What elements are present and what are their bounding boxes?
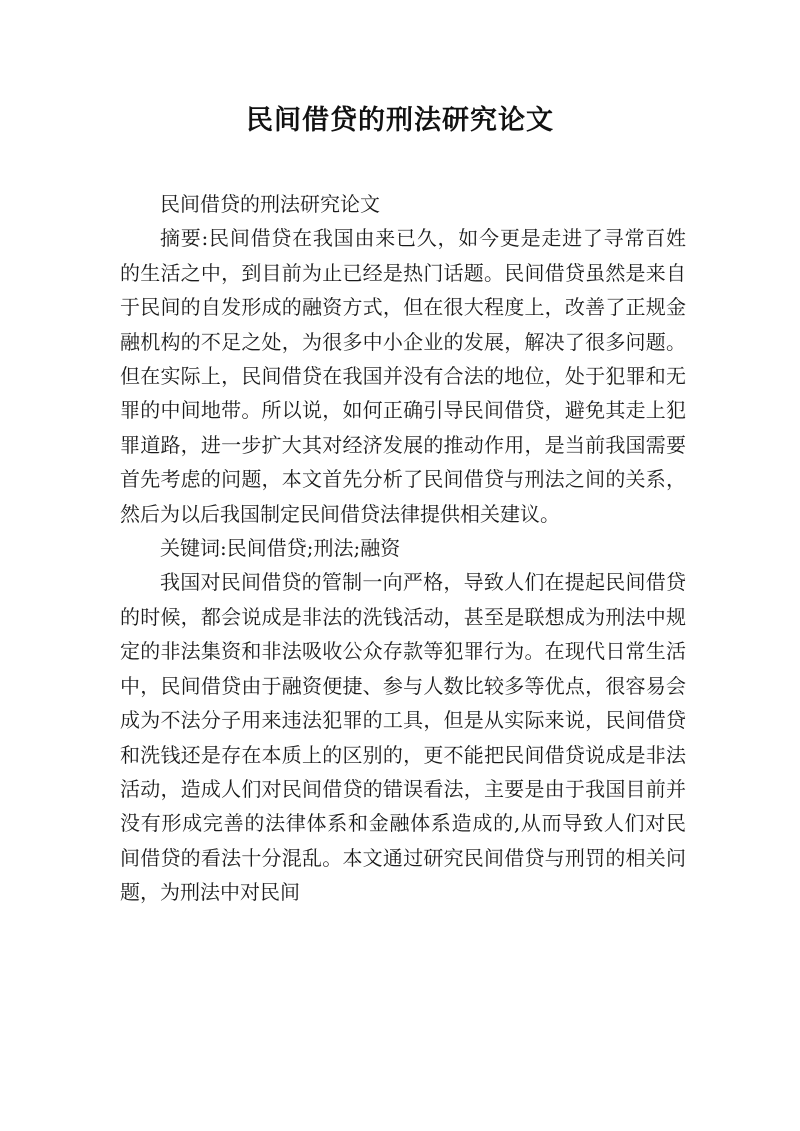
document-body: [120, 187, 686, 910]
paragraph-subtitle: 民间借贷的刑法研究论文: [160, 192, 380, 216]
document-title: 民间借贷的刑法研究论文: [246, 105, 554, 136]
paragraph-body: 我国对民间借贷的管制一向严格，导致人们在提起民间借贷的时候，都会说成是非法的洗钱活动，甚至是联想成为刑法中规定的非法集资和非法吸收公众存款等犯罪行为。在现代日常生活中，民间借贷由于融资便捷、参与人数比较多等优点，很容易会成为不法分子用来违法犯罪的工具，但是从实际来说，民间借贷和洗钱还是存在本质上的区别的，更不能把民间借贷说成是非法活动，造成人们对民间借贷的错误看法，主要是由于我国目前并没有形成完善的法律体系和金融体系造成的,从而导致人们对民间借贷的看法十分混乱。本文通过研究民间借贷与刑罚的相关问题，为刑法中对民间: [120, 570, 686, 905]
paragraph-keywords: 关键词:民间借贷;刑法;融资: [160, 536, 401, 561]
paragraph-abstract: 摘要:民间借贷在我国由来已久，如今更是走进了寻常百姓的生活之中，到目前为止已经是热门话题。民间借贷虽然是来自于民间的自发形成的融资方式，但在很大程度上，改善了正规金融机构的不足之处，为很多中小企业的发展，解决了很多问题。但在实际上，民间借贷在我国并没有合法的地位，处于犯罪和无罪的中间地带。所以说，如何正确引导民间借贷，避免其走上犯罪道路，进一步扩大其对经济发展的推动作用，是当前我国需要首先考虑的问题，本文首先分析了民间借贷与刑法之间的关系，然后为以后我国制定民间借贷法律提供相关建议。: [120, 226, 686, 526]
